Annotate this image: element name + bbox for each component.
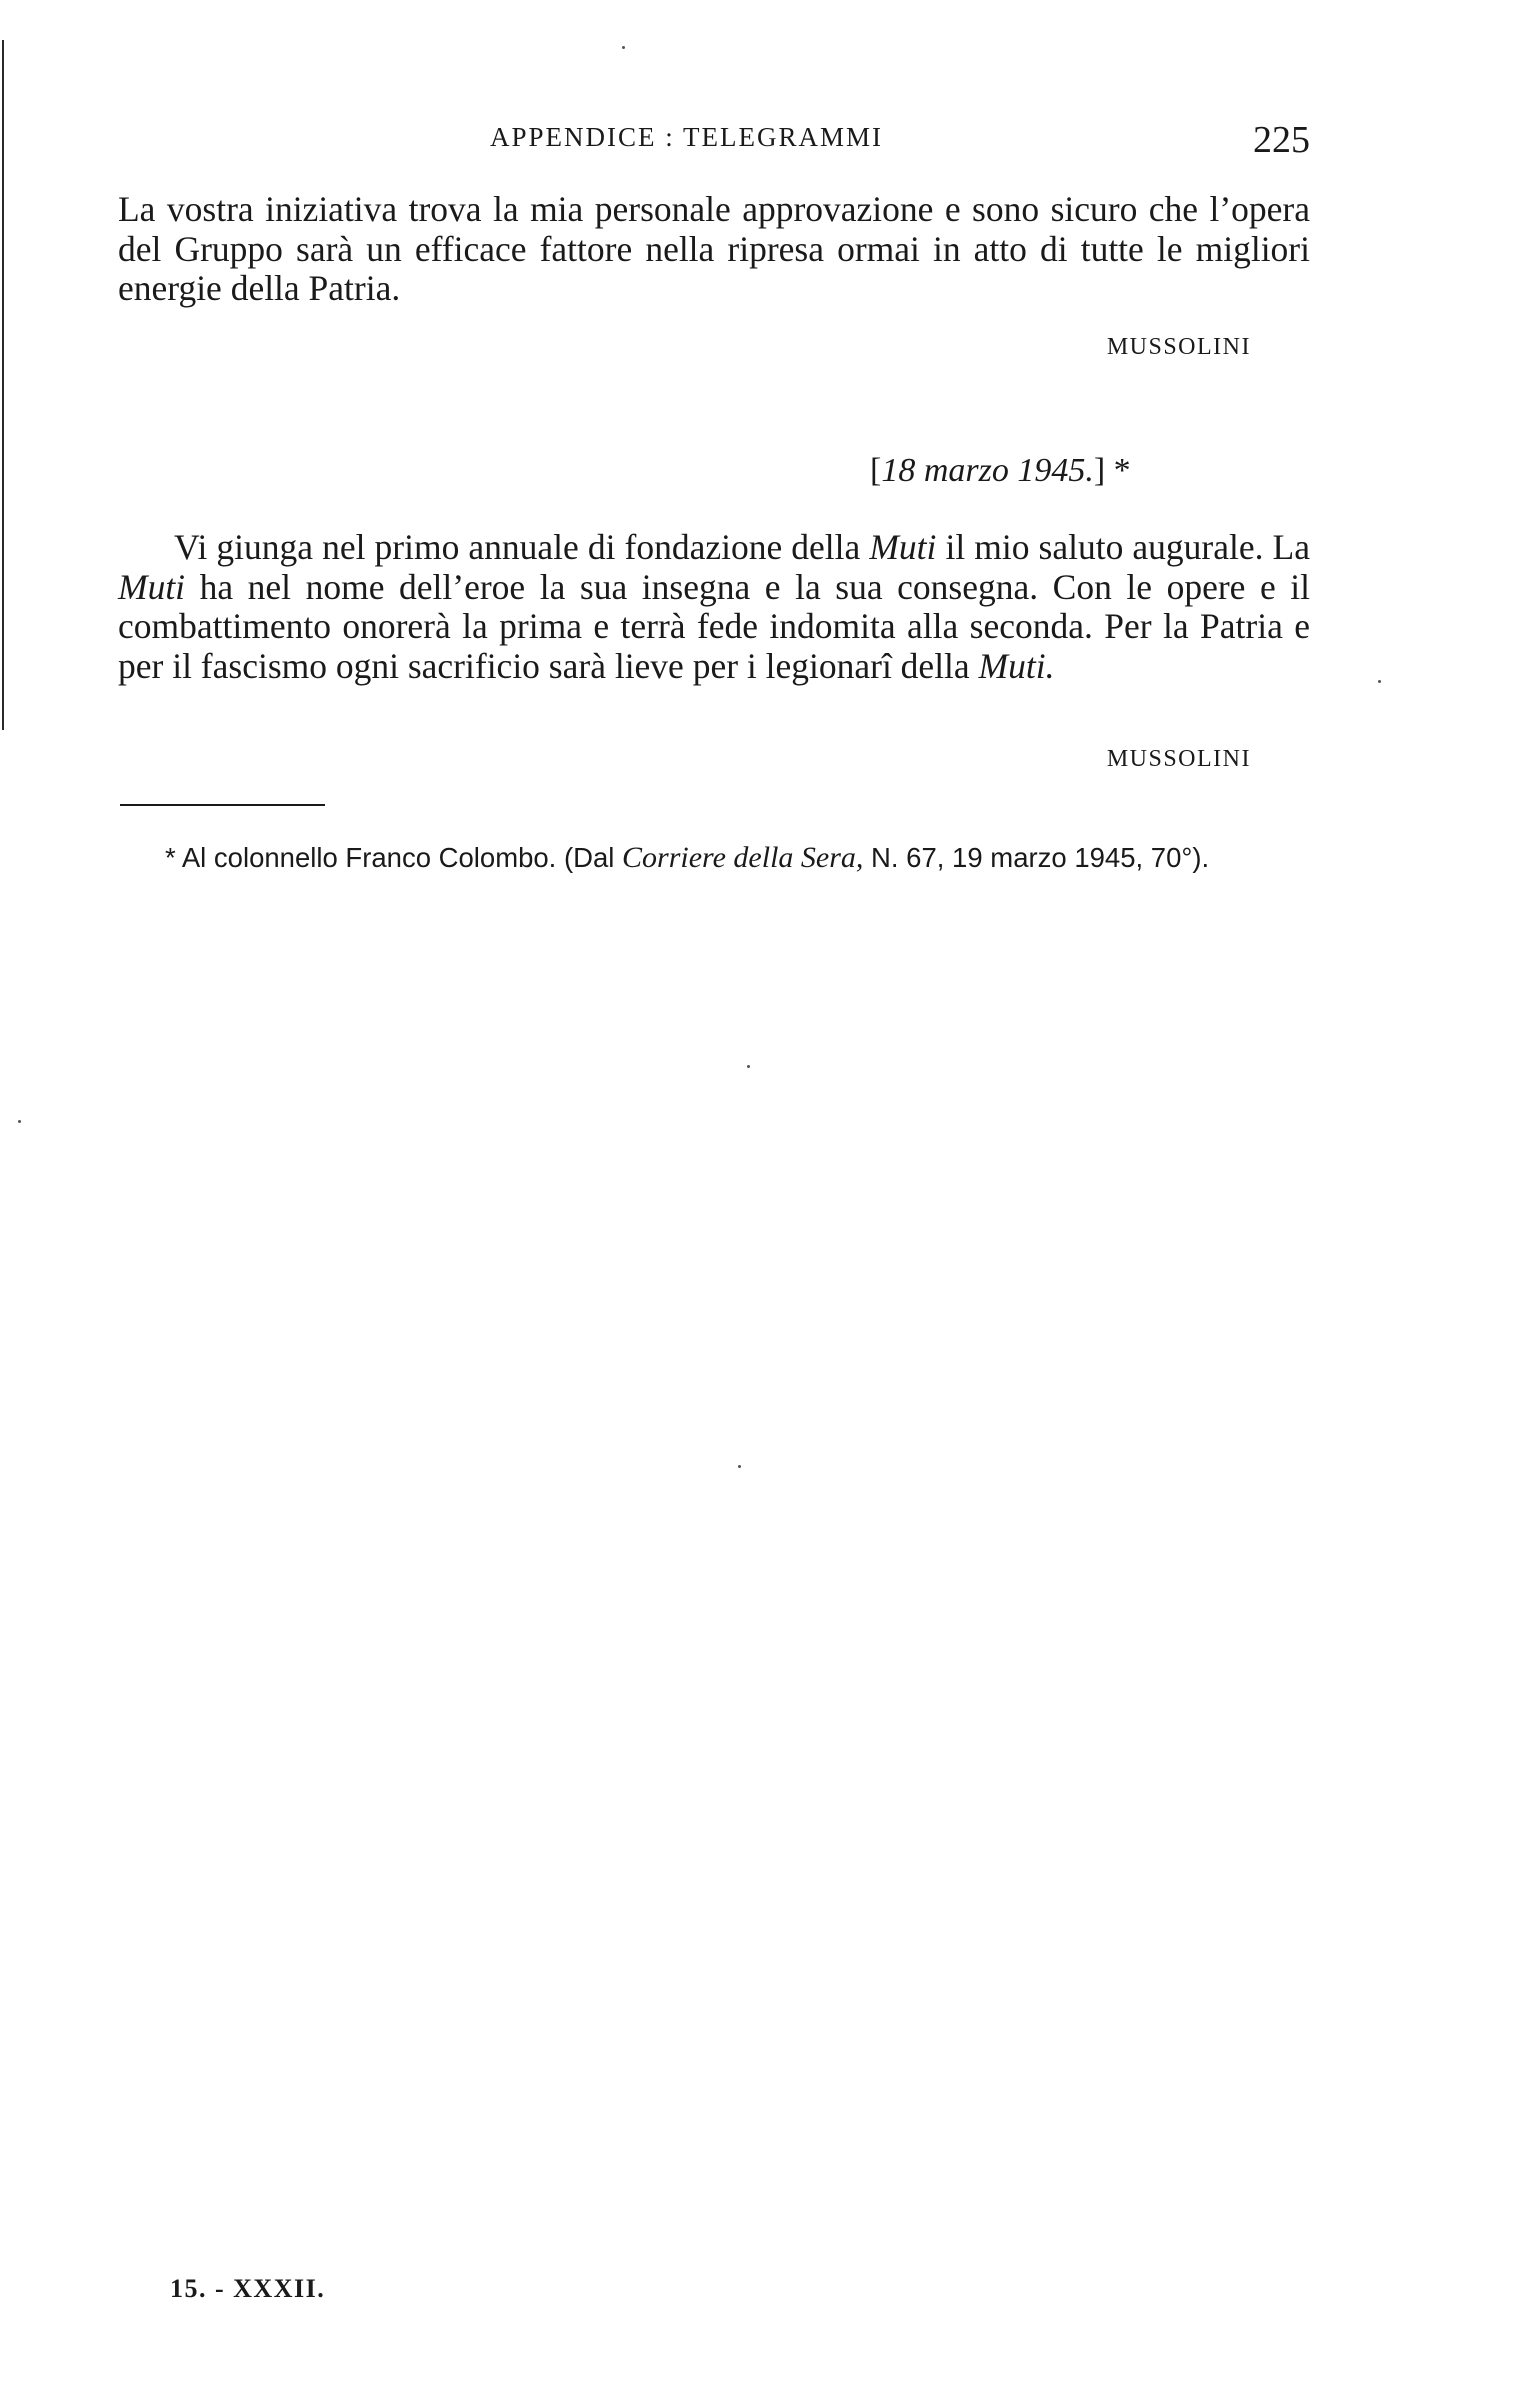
footnote xyxy=(118,836,1310,879)
telegram-2-text-c: ha nel nome dell’eroe la sua insegna e la sua consegna. Con le opere e il combattimento onorerà la prima e terrà fede indomita alla seconda. Per la Patria e per il fascismo ogni sacrificio sarà lieve per i legionarî della xyxy=(118,566,1310,686)
telegram-1-text: La vostra iniziativa trova la mia personale approvazione e sono sicuro che l’opera del Gruppo sarà un efficace fattore nella ripresa ormai in atto di tutte le migliori energie della Patria. xyxy=(118,189,1310,308)
muti-name-2: Muti xyxy=(118,566,186,607)
telegram-2-dateline xyxy=(870,452,1131,490)
running-header xyxy=(120,118,1310,168)
scan-speck xyxy=(747,1065,750,1068)
scan-speck xyxy=(1378,680,1381,683)
telegram-1-signature: MUSSOLINI xyxy=(1106,334,1251,360)
page-number: 225 xyxy=(1253,119,1310,161)
muti-name-1: Muti xyxy=(869,527,937,567)
muti-name-3: Muti. xyxy=(978,645,1055,686)
dateline-date: 18 marzo 1945. xyxy=(881,452,1094,489)
scan-speck xyxy=(738,1465,741,1468)
scan-speck xyxy=(18,1120,21,1123)
telegram-2-text-a: Vi giunga nel primo annuale di fondazione della xyxy=(174,527,870,567)
scan-speck xyxy=(622,46,625,49)
footnote-text-a: * Al colonnello Franco Colombo. (Dal xyxy=(165,842,623,873)
dateline-close-bracket: ] * xyxy=(1093,452,1131,489)
page-edge-line xyxy=(2,40,4,730)
footnote-newspaper: Corriere della Sera, xyxy=(622,841,864,874)
footnote-text-b: N. 67, 19 marzo 1945, 70°). xyxy=(863,842,1210,873)
footnote-rule xyxy=(120,804,325,806)
printer-signature-mark: 15. - XXXII. xyxy=(170,2274,326,2303)
running-title: APPENDICE : TELEGRAMMI xyxy=(490,122,884,152)
telegram-2-text xyxy=(118,528,1310,686)
telegram-2-text-b: il mio saluto augurale. La xyxy=(936,527,1310,567)
dateline-open-bracket: [ xyxy=(870,452,882,489)
telegram-2-signature: MUSSOLINI xyxy=(1106,746,1251,772)
